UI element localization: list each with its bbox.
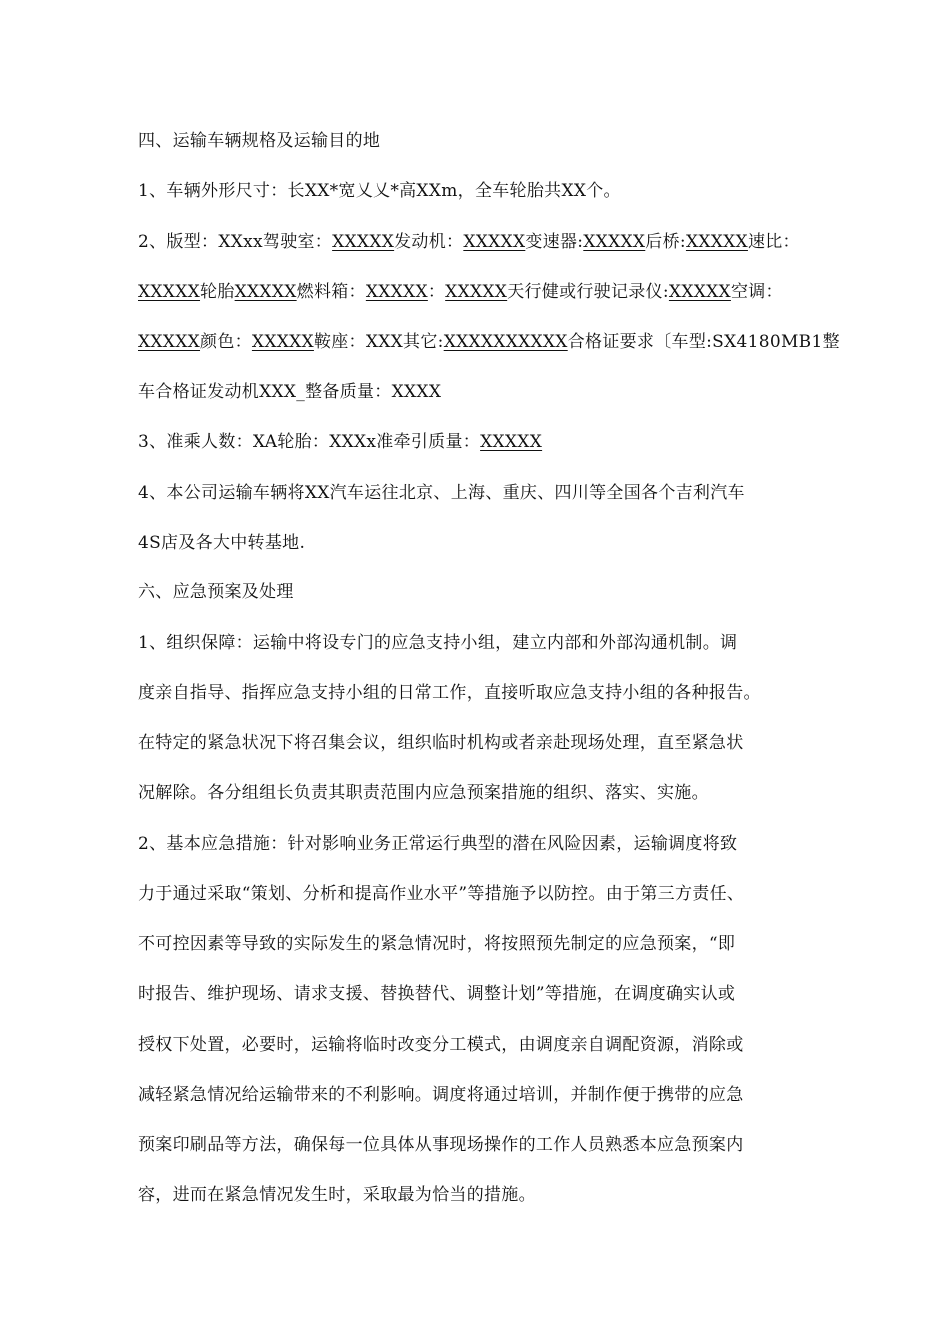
para-2-line: 时报告、维护现场、请求支援、替换替代、调整计划”等措施，在调度确实认或	[138, 984, 736, 1004]
section-4-heading: 四、运输车辆规格及运输目的地	[138, 131, 381, 151]
text: 合格证要求〔车型:SX4180MB1整	[567, 332, 840, 352]
placeholder-field: XXXXX	[138, 282, 201, 302]
item-4-line-2: 4S店及各大中转基地.	[138, 533, 306, 553]
placeholder-field: XXXXX	[251, 332, 314, 352]
item-4-line-1: 4、本公司运输车辆将XX汽车运往北京、上海、重庆、四川等全国各个吉利汽车	[138, 483, 745, 503]
text: 鞍座：XXX其它:	[313, 332, 444, 352]
placeholder-field: XXXXX	[463, 232, 526, 252]
text: 燃料箱：	[296, 282, 366, 302]
placeholder-field: XXXXX	[234, 282, 297, 302]
section-6-heading: 六、应急预案及处理	[138, 582, 294, 602]
placeholder-field: XXXXXXXXXX	[443, 332, 568, 352]
item-2-line-4: 车合格证发动机XXX_整备质量：XXXX	[138, 382, 442, 402]
para-2-line: 不可控因素等导致的实际发生的紧急情况时，将按照预先制定的应急预案，“即	[138, 934, 736, 954]
text: 天行健或行驶记录仪:	[507, 282, 669, 302]
text: 变速器:	[525, 232, 584, 252]
text: 后桥:	[645, 232, 686, 252]
placeholder-field: XXXXX	[332, 232, 395, 252]
placeholder-field: XXXXX	[445, 282, 508, 302]
para-1-line: 度亲自指导、指挥应急支持小组的日常工作，直接听取应急支持小组的各种报告。	[138, 683, 761, 703]
placeholder-field: XXXXX	[668, 282, 731, 302]
item-1-vehicle-dimensions: 1、车辆外形尺寸：长XX*宽乂乂*高XXm，全车轮胎共XX个。	[138, 181, 621, 201]
item-3-line	[138, 430, 542, 454]
placeholder-field: XXXXX	[365, 282, 428, 302]
placeholder-field: XXXXX	[583, 232, 646, 252]
para-2-line: 授权下处置，必要时，运输将临时改变分工模式，由调度亲自调配资源，消除或	[138, 1035, 744, 1055]
para-1-line: 在特定的紧急状况下将召集会议，组织临时机构或者亲赴现场处理，直至紧急状	[138, 733, 744, 753]
text: 3、准乘人数：XA轮胎：XXXx准牵引质量：	[138, 432, 481, 452]
para-2-line: 容，进而在紧急情况发生时，采取最为恰当的措施。	[138, 1185, 536, 1205]
text: 轮胎	[200, 282, 235, 302]
text: 颜色：	[200, 332, 252, 352]
para-2-line: 减轻紧急情况给运输带来的不利影响。调度将通过培训，并制作便于携带的应急	[138, 1085, 744, 1105]
text: ：	[427, 282, 446, 302]
text: 空调：	[730, 282, 783, 302]
placeholder-field: XXXXX	[138, 332, 201, 352]
text: 2、版型：XXxx驾驶室：	[138, 232, 333, 252]
item-2-line-1	[138, 230, 800, 254]
placeholder-field: XXXXX	[685, 232, 748, 252]
para-1-line: 况解除。各分组组长负责其职责范围内应急预案措施的组织、落实、实施。	[138, 783, 709, 803]
para-2-line: 预案印刷品等方法，确保每一位具体从事现场操作的工作人员熟悉本应急预案内	[138, 1135, 744, 1155]
para-1-line: 1、组织保障：运输中将设专门的应急支持小组，建立内部和外部沟通机制。调	[138, 633, 738, 653]
text: 发动机：	[394, 232, 464, 252]
para-2-line: 力于通过采取“策划、分析和提高作业水平”等措施予以防控。由于第三方责任、	[138, 884, 745, 904]
text: 速比：	[747, 232, 800, 252]
item-2-line-3	[138, 330, 840, 354]
placeholder-field: XXXXX	[480, 432, 543, 452]
para-2-line: 2、基本应急措施：针对影响业务正常运行典型的潜在风险因素，运输调度将致	[138, 834, 738, 854]
item-2-line-2	[138, 280, 783, 304]
